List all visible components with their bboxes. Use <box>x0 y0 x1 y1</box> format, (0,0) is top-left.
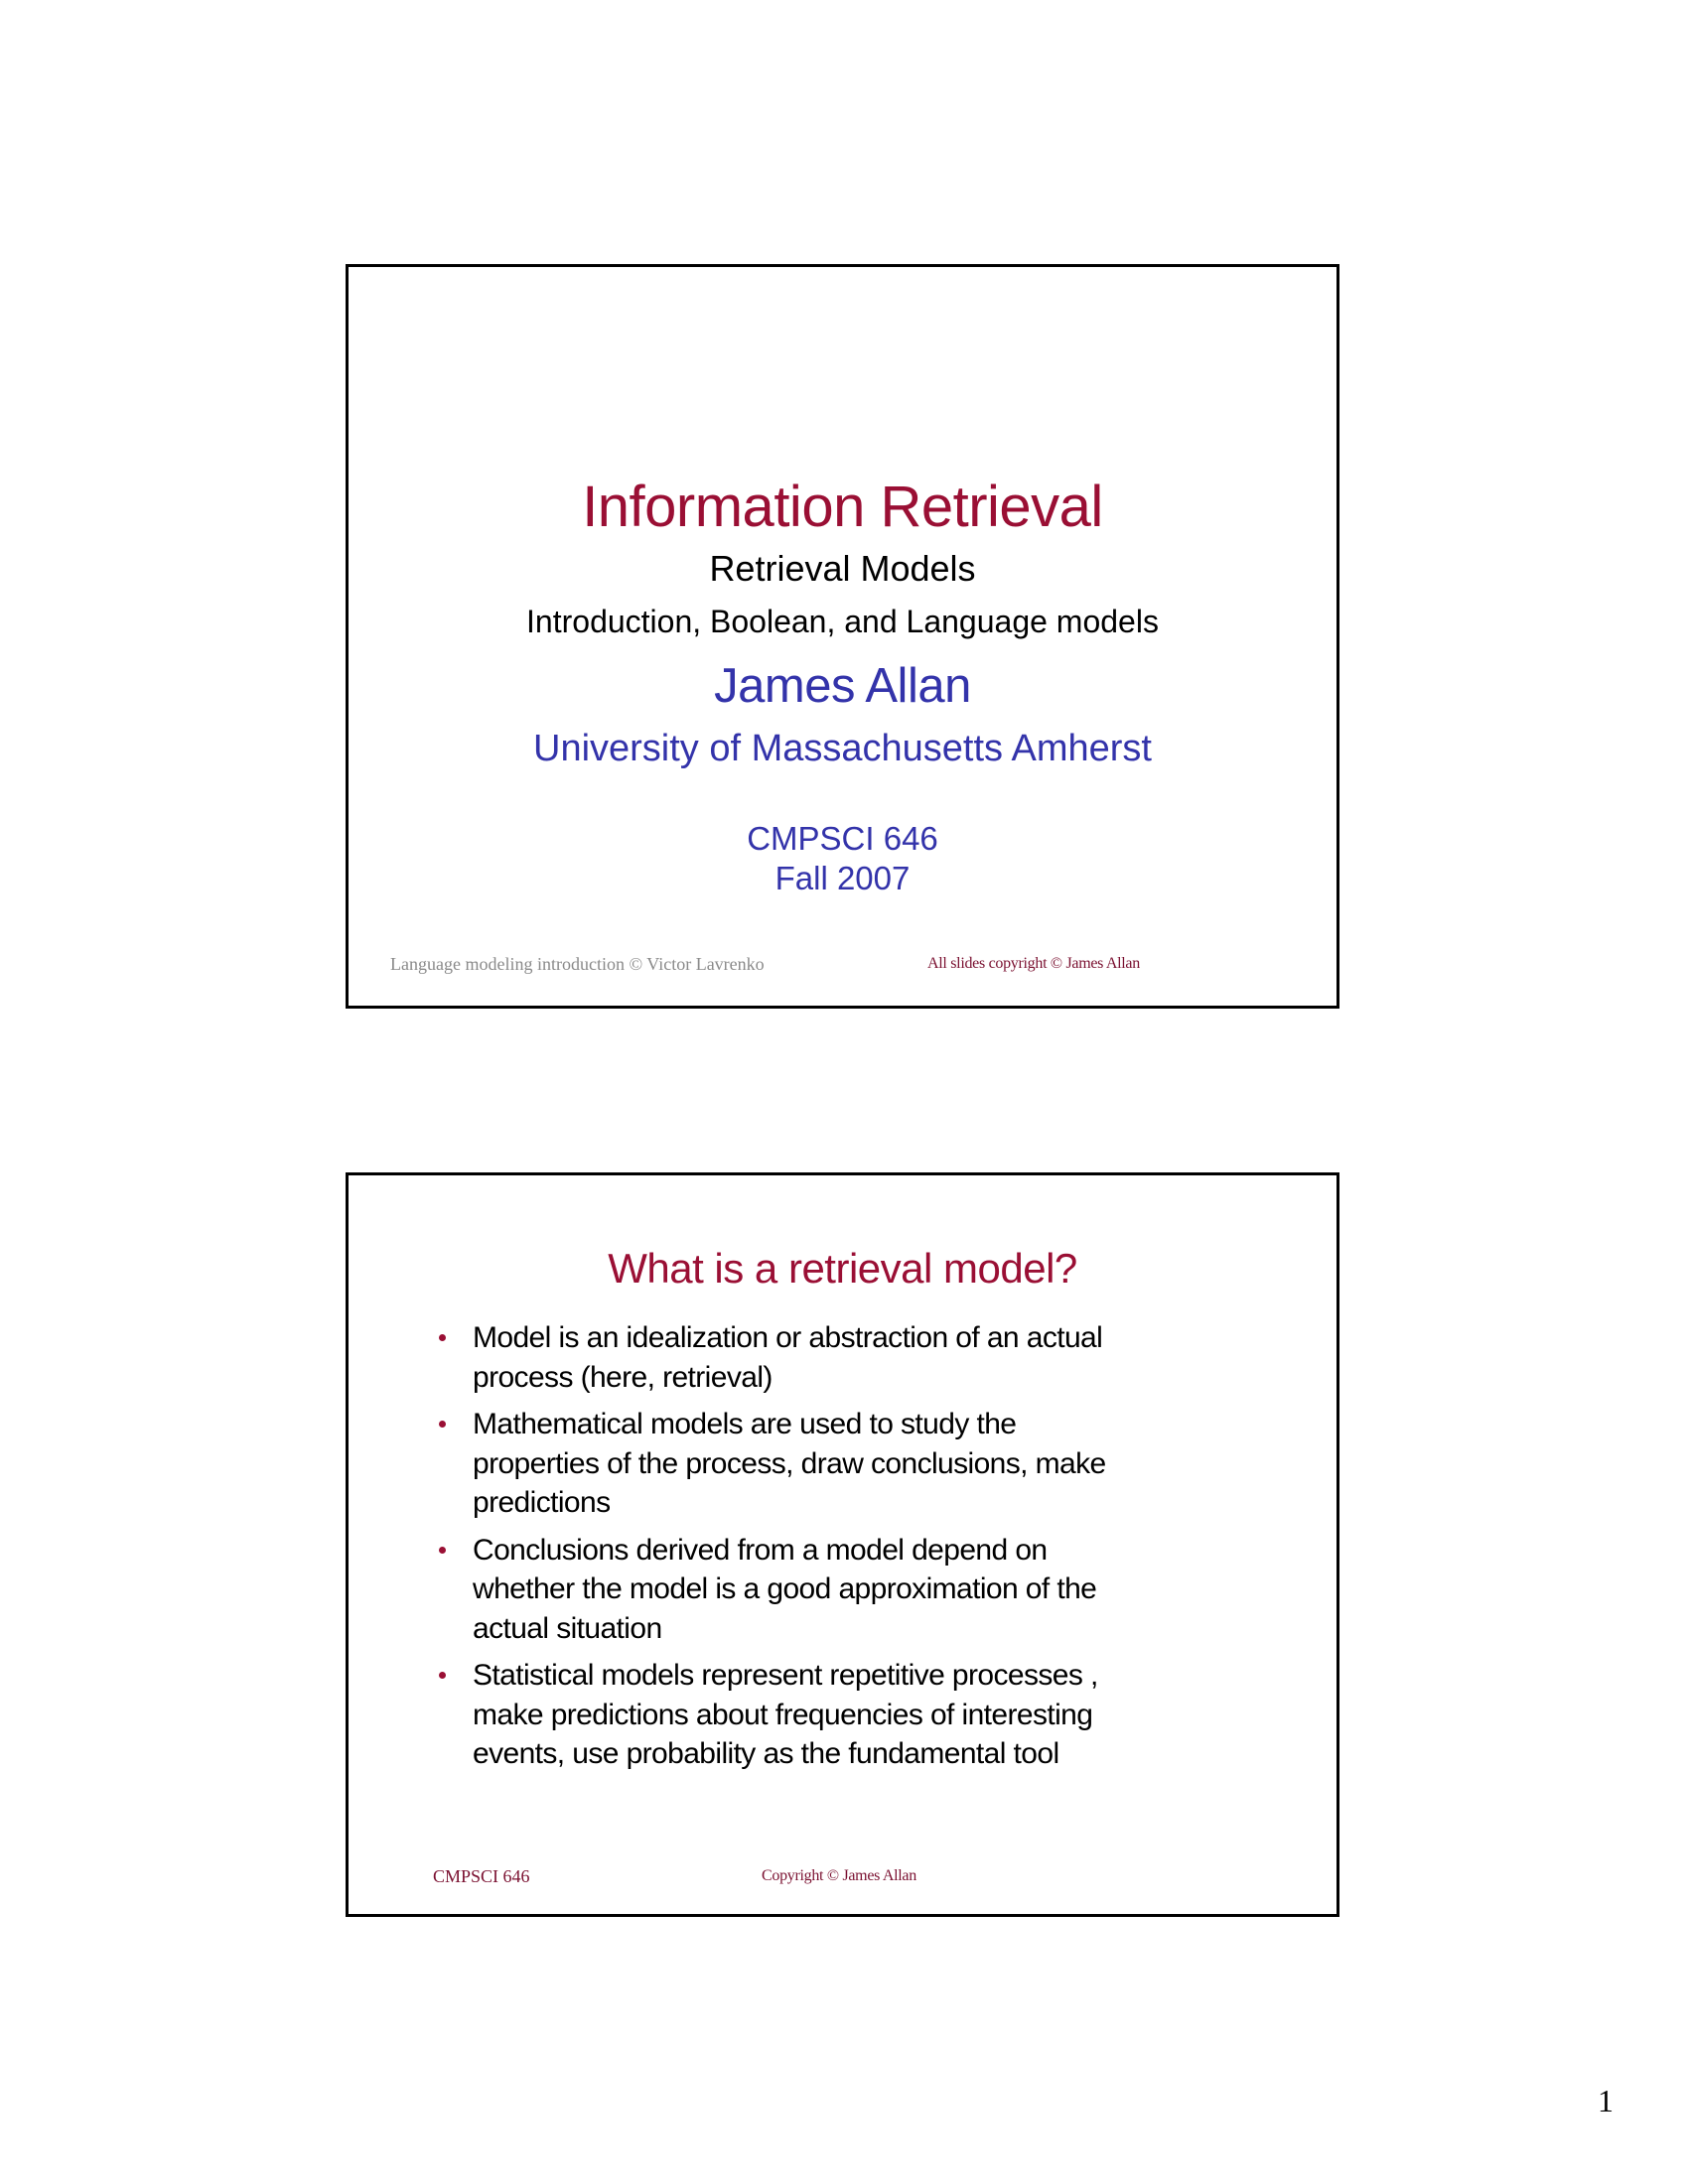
slide-title: What is a retrieval model? <box>608 1245 1077 1292</box>
slide-topic: Introduction, Boolean, and Language models <box>526 604 1159 639</box>
bullet-text-line: events, use probability as the fundamental tool <box>473 1737 1059 1770</box>
bullet-list <box>438 1318 1312 1782</box>
bullet-text-line: Model is an idealization or abstraction of an actual <box>473 1321 1103 1354</box>
bullet-text-line: make predictions about frequencies of interesting <box>473 1698 1093 1731</box>
bullet-text-line: Mathematical models are used to study the <box>473 1408 1017 1440</box>
footer-credit: Language modeling introduction © Victor Lavrenko <box>390 954 765 974</box>
bullet-dot-icon <box>439 1547 446 1554</box>
bullet-item <box>438 1531 1312 1649</box>
slide-subtitle: Retrieval Models <box>709 548 976 589</box>
footer-course: CMPSCI 646 <box>433 1866 530 1886</box>
bullet-text-line: actual situation <box>473 1611 662 1645</box>
bullet-dot-icon <box>439 1334 446 1341</box>
bullet-dot-icon <box>439 1672 446 1679</box>
course-code: CMPSCI 646 <box>747 820 938 857</box>
course-term: Fall 2007 <box>774 860 911 896</box>
bullet-text-line: whether the model is a good approximation of the <box>473 1572 1097 1605</box>
bullet-item <box>438 1656 1312 1774</box>
bullet-text-line: properties of the process, draw conclusions, make <box>473 1446 1106 1480</box>
affiliation: University of Massachusetts Amherst <box>533 728 1152 769</box>
bullet-item <box>438 1405 1312 1523</box>
slide-2-retrieval-model <box>346 1172 1339 1917</box>
bullet-dot-icon <box>439 1421 446 1428</box>
bullet-text-line: Conclusions derived from a model depend on <box>473 1533 1048 1567</box>
author-name: James Allan <box>714 659 971 713</box>
bullet-text-line: Statistical models represent repetitive processes , <box>473 1659 1098 1692</box>
bullet-text-line: process (here, retrieval) <box>473 1360 773 1394</box>
bullet-text-line: predictions <box>473 1486 611 1519</box>
footer-copyright: Copyright © James Allan <box>762 1867 916 1884</box>
page-number: 1 <box>1598 2083 1614 2118</box>
slide-1-title <box>346 264 1339 1009</box>
slide-title: Information Retrieval <box>582 475 1103 539</box>
bullet-item <box>438 1318 1312 1397</box>
footer-copyright: All slides copyright © James Allan <box>927 955 1140 972</box>
